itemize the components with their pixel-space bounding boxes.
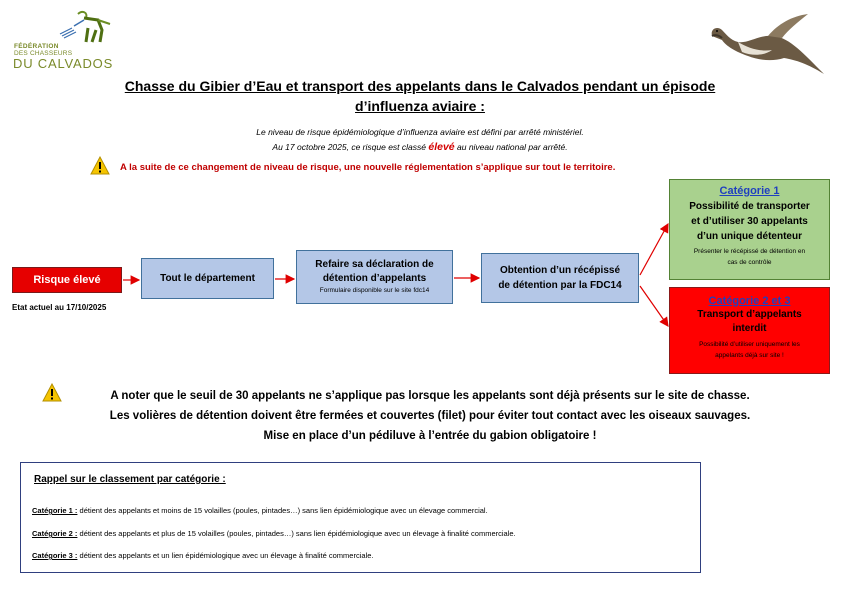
category1-note1: Présenter le récépissé de détention en [693,248,806,255]
step-department-label: Tout le département [160,273,255,284]
reminder-item-text: détient des appelants et moins de 15 volailles (poules, pintades…) sans lien épidémiologique avec un élevage commercial. [77,506,488,515]
page-title-line1: Chasse du Gibier d’Eau et transport des appelants dans le Calvados pendant un épisode [124,78,716,94]
category23-title: Catégorie 2 et 3 [708,295,791,307]
step-declaration-box [296,250,453,304]
category23-note1: Possibilité d’utiliser uniquement les [699,341,800,348]
step-declaration-line1: Refaire sa déclaration de [315,259,434,270]
reminder-item [32,529,516,538]
logo-text-calvados: DU CALVADOS [13,56,114,71]
category23-note [699,339,800,361]
category-reminder-box [20,462,701,573]
note-line1: A noter que le seuil de 30 appelants ne s’applique pas lorsque les appelants sont déjà présents sur le site de chasse. [110,390,750,402]
category23-box [669,287,830,374]
reminder-item [32,551,373,560]
arrow-to-cat1 [640,224,668,275]
step-declaration-line2: détention d’appelants [322,273,427,284]
page-title-line2: d’influenza aviaire : [355,98,485,114]
step-department-box [141,258,274,299]
risk-level-label: Risque élevé [33,274,101,286]
note-line2: Les volières de détention doivent être fermées et couvertes (filet) pour éviter tout contact avec les oiseaux sauvages. [109,410,751,422]
intro-line1: Le niveau de risque épidémiologique d’influenza aviaire est défini par arrêté ministériel. [256,127,584,137]
risk-level-box [12,267,122,293]
risk-date-text: Etat actuel au 17/10/2025 [12,303,107,312]
category1-line1: Possibilité de transporter [689,201,810,212]
reminder-item-label: Catégorie 1 : [32,506,78,515]
reminder-item-text: détient des appelants et un lien épidémiologique avec un élevage à finalité commerciale. [77,551,374,560]
warning-main-text: A la suite de ce changement de niveau de risque, une nouvelle réglementation s’applique sur tout le territoire. [120,162,616,173]
note-line3: Mise en place d’un pédiluve à l’entrée du gabion obligatoire ! [263,430,597,442]
category23-line1: Transport d’appelants [697,309,802,320]
reminder-item-label: Catégorie 2 : [32,529,78,538]
logo-text-federation: FÉDÉRATION [14,43,59,50]
reminder-item-text: détient des appelants et plus de 15 volailles (poules, pintades…) sans lien épidémiologique avec un élevage à finalité commerciale. [77,529,516,538]
category23-line2: interdit [732,323,767,334]
step-recepisse-box [481,253,639,303]
intro-highlight-eleve: élevé [428,141,455,153]
category1-note2: cas de contrôle [727,259,772,266]
logo-text-chasseurs: DES CHASSEURS [14,50,73,57]
reminder-title: Rappel sur le classement par catégorie : [34,474,226,485]
step-recepisse-line1: Obtention d’un récépissé [499,265,621,276]
reminder-item-label: Catégorie 3 : [32,551,78,560]
category1-title: Catégorie 1 [719,185,780,197]
step-recepisse-line2: de détention par la FDC14 [498,280,622,291]
category1-note [694,246,805,268]
intro-line2-after: au niveau national par arrêté. [454,142,568,152]
category1-line2: et d’utiliser 30 appelants [691,216,808,227]
step-declaration-note: Formulaire disponible sur le site fdc14 [319,287,430,294]
reminder-item [32,506,488,515]
intro-line2-before: Au 17 octobre 2025, ce risque est classé [272,142,429,152]
category23-note2: appelants déjà sur site ! [715,352,784,359]
arrow-to-cat23 [640,286,668,326]
category1-box [669,179,830,280]
category1-line3: d’un unique détenteur [697,231,802,242]
